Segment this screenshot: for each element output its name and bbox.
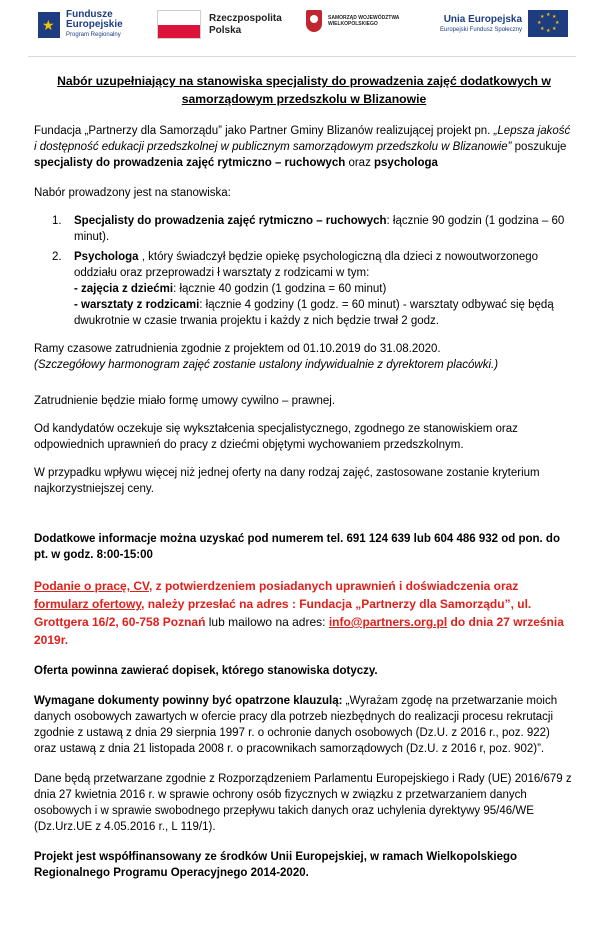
criterion: W przypadku wpływu więcej niż jednej oferty na dany rodzaj zajęć, zastosowane zostanie kryterium najkorzystniejszej ceny. [34,467,540,495]
polish-flag-icon [157,10,201,39]
offer-form-link[interactable]: formularz ofertowy [34,597,142,611]
intro-text-2: poszukuje [511,141,567,153]
application-deadline: do dnia 27 września 2019r. [34,615,564,647]
sub-item-text: : łącznie 4 godziny (1 godz. = 60 minut) - warsztaty odbywać się będą dwukrotnie w czasie trwania projektu i każdy z nich będzie trwał 2 godz. [74,299,554,327]
list-item [34,213,574,245]
header-divider [28,56,576,57]
intro-text: Fundacja „Partnerzy dla Samorządu” jako Partner Gminy Blizanów realizującej projekt pn. [34,125,494,137]
cv-link[interactable]: Podanie o pracę, CV [34,579,149,593]
rzeczpospolita-logo [157,10,282,39]
eagle-shield-icon [306,10,322,32]
intro-text-3: oraz [345,157,375,169]
application-address: , należy przesłać na adres : Fundacja „Partnerzy dla Samorządu”, ul. Grottgera 16/2, 60-758 Poznań [34,597,532,629]
list-number: 1. [52,215,62,227]
nabor-label: Nabór prowadzony jest na stanowiska: [34,187,231,199]
consent-clause [34,693,574,757]
sub-item-title: - warsztaty z rodzicami [74,299,200,311]
psychologist-role: psychologa [374,157,438,169]
list-number: 2. [52,251,62,263]
requirements: Od kandydatów oczekuje się wykształcenia specjalistycznego, zgodnego ze stanowiskiem oraz odpowiednich uprawnień do pracy z dziećmi objętymi wychowaniem przedszkolnym. [34,423,518,451]
unia-europejska-logo [440,10,568,37]
position-title: Psychologa [74,251,139,263]
fundusze-europejskie-logo [38,10,123,40]
sub-item-title: - zajęcia z dziećmi [74,283,174,295]
application-email-label: lub mailowo na adres: [205,615,329,629]
employment-form: Zatrudnienie będzie miało formę umowy cywilno – prawnej. [34,395,336,407]
wielkopolska-logo [306,10,399,32]
rp-line2: Polska [209,24,242,36]
clause-heading: Wymagane dokumenty powinny być opatrzone klauzulą: [34,695,343,707]
wlkp-line1: SAMORZĄD WOJEWÓDZTWA [328,15,400,21]
funding-note: Projekt jest współfinansowany ze środków Unii Europejskiej, w ramach Wielkopolskiego Regionalnego Programu Operacyjnego 2014-2020. [34,851,518,879]
ue-line2: Europejski Fundusz Społeczny [440,26,523,33]
position-text: : łącznie 90 godzin (1 godzina – 60 minut). [74,215,565,243]
fe-line1: Fundusze [66,9,113,20]
intro-paragraph [34,123,574,171]
sub-item-text: : łącznie 40 godzin (1 godzina = 60 minut) [173,283,387,295]
timeframe-note: (Szczegółowy harmonogram zajęć zostanie ustalony indywidualnie z dyrektorem placówki.) [34,359,499,371]
ue-line1: Unia Europejska [443,13,523,25]
email-link[interactable]: info@partners.org.pl [328,615,448,629]
application-instructions [34,577,574,649]
application-text: , z potwierdzeniem posiadanych uprawnień i doświadczenia oraz [148,579,519,593]
fe-star-icon: ★ [38,12,60,38]
document-body [34,72,574,881]
project-name: „Lepsza jakość i dostępność edukacji przedszkolnej w publicznym samorządowym przedszkolu w Blizanowie” [34,125,571,153]
page-title: Nabór uzupełniający na stanowiska specjalisty do prowadzenia zajęć dodatkowych w samorządowym przedszkolu w Blizanowie [57,74,551,106]
position-title: Specjalisty do prowadzenia zajęć rytmiczno – ruchowych [74,215,387,227]
fe-line2: Europejskie [66,19,123,30]
eu-flag-icon: ★ ★ ★ ★ ★ ★ ★ ★ [528,10,568,37]
envelope-note: Oferta powinna zawierać dopisek, którego stanowiska dotyczy. [34,665,378,677]
rodo-notice: Dane będą przetwarzane zgodnie z Rozporządzeniem Parlamentu Europejskiego i Rady (UE) 2016/679 z dnia 27 kwietnia 2016 r. w sprawie ochrony osób fizycznych w związku z przetwarzaniem danych osobowych i w sprawie swobodnego przepływu takich danych oraz uchylenia dyrektywy 95/46/WE (Dz.Urz.UE z 4.05.2016 r., L 119/1). [34,773,572,833]
clause-text: „Wyrażam zgodę na przetwarzanie moich danych osobowych zawartych w ofercie pracy dla potrzeb niezbędnych do realizacji procesu rekrutacji zgodnie z ustawą z dnia 29 sierpnia 1997 r. o ochronie danych osobowych (Dz.U. z 2016 r., poz. 922) oraz ustawą z dnia 21 listopada 2008 r. o pracownikach samorządowych (Dz.U. z 2016 r, poz. 902)”. [34,695,558,755]
positions-list [34,213,574,329]
contact-info: Dodatkowe informacje można uzyskać pod numerem tel. 691 124 639 lub 604 486 932 od pon. do pt. w godz. 8:00-15:00 [34,533,560,561]
fe-line3: Program Regionalny [66,32,121,38]
logo-bar [0,0,604,56]
rp-line1: Rzeczpospolita [209,12,282,24]
position-text: , który świadczył będzie opiekę psychologiczną dla dzieci z nowoutworzonego oddziału oraz przeprowadzi ł warsztaty z rodzicami w tym: [74,251,539,279]
list-item [34,249,574,329]
specialist-role: specjalisty do prowadzenia zajęć rytmiczno – ruchowych [34,157,346,169]
wlkp-line2: WIELKOPOLSKIEGO [328,21,378,27]
timeframe: Ramy czasowe zatrudnienia zgodnie z projektem od 01.10.2019 do 31.08.2020. [34,343,441,355]
